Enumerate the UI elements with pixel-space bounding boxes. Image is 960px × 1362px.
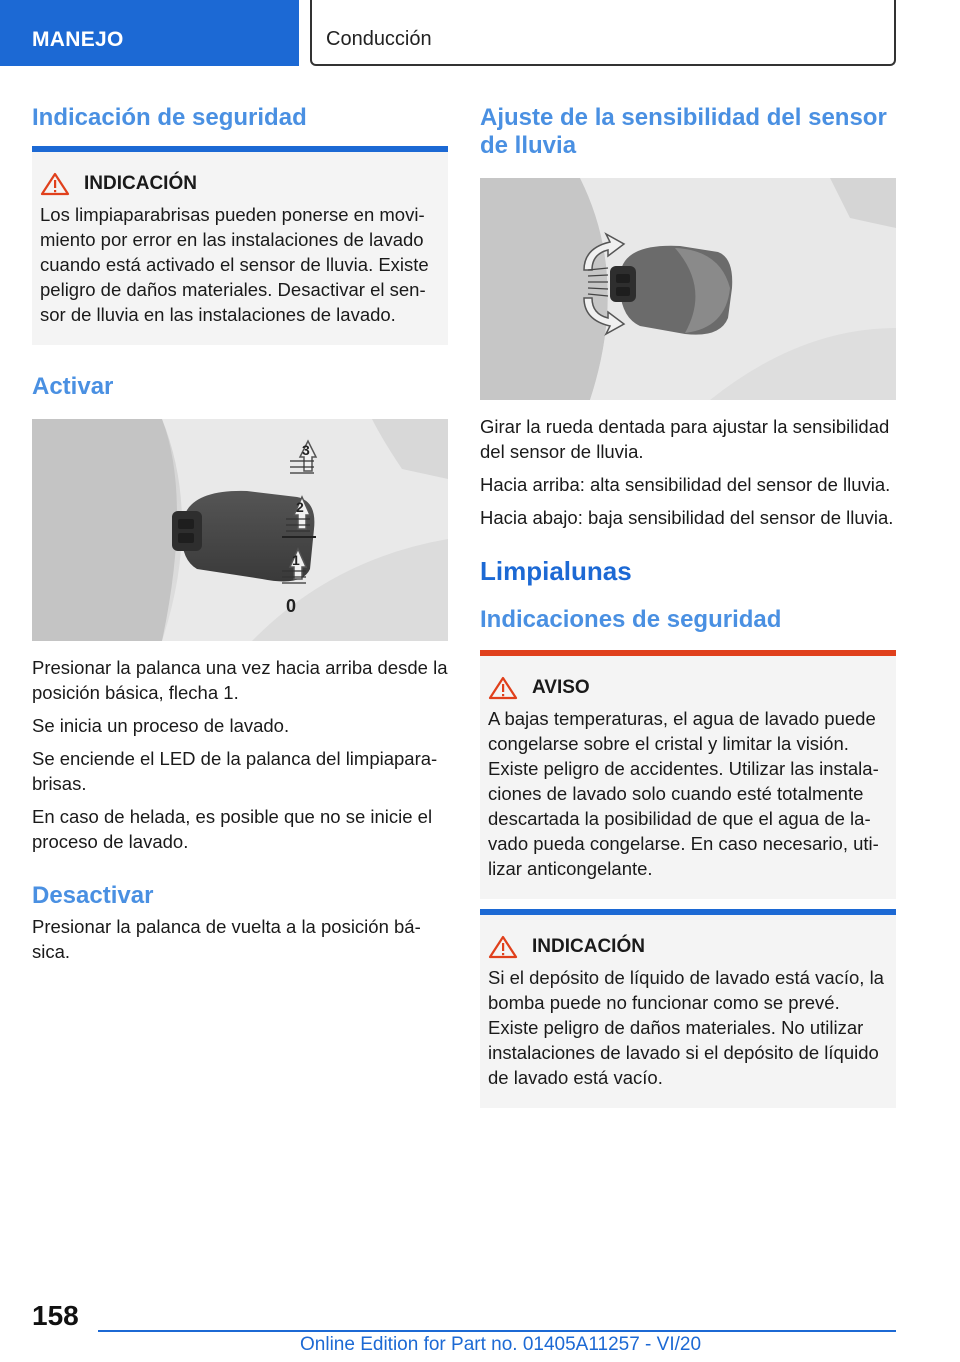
left-column — [32, 100, 448, 964]
warning-triangle-icon — [488, 676, 518, 700]
warning-text: A bajas temperaturas, el agua de lavado puede congelarse sobre el cristal y limitar la visión. Existe peligro de accidentes. Utilizar las instala-ciones de lavado solo cuando esté totalmente descartada la posibilidad de que el agua de la-vado pueda congelarse. En caso necesario, uti-lizar anticongelante. — [488, 708, 879, 879]
page-header — [0, 0, 960, 66]
page-footer — [0, 1290, 960, 1362]
wiper-lever-illustration — [32, 419, 448, 641]
chapter-title: Conducción — [310, 0, 896, 66]
figure-label-2: 2 — [296, 499, 304, 515]
paragraph: Girar la rueda dentada para ajustar la sensibilidad del sensor de lluvia. — [480, 416, 890, 462]
paragraph: En caso de helada, es posible que no se inicie el proceso de lavado. — [32, 806, 433, 852]
heading-ajuste: Ajuste de la sensibilidad del sensor de lluvia — [480, 104, 887, 159]
figure-label-1: 1 — [292, 552, 300, 568]
notice-heading — [488, 935, 888, 959]
heading-limpialunas: Limpialunas — [480, 556, 632, 586]
notice-label: INDICACIÓN — [532, 936, 645, 957]
edition-info: Online Edition for Part no. 01405A11257 - VI/20 — [300, 1334, 702, 1355]
notice-text: Si el depósito de líquido de lavado está vacío, la bomba puede no funcionar como se prevé. Existe peligro de daños materiales. No utilizar instalaciones de lavado si el depósito de líquido de lavado está vacío. — [488, 967, 884, 1088]
notice-box — [480, 915, 896, 1108]
figure-label-0: 0 — [286, 596, 297, 616]
heading-activar: Activar — [32, 373, 114, 400]
warning-label: AVISO — [532, 677, 590, 698]
figure-rain-sensor-wheel — [480, 178, 896, 400]
heading-indicaciones: Indicaciones de seguridad — [480, 606, 782, 633]
figure-wiper-lever-activation — [32, 419, 448, 641]
warning-heading — [488, 676, 888, 700]
notice-label: INDICACIÓN — [84, 173, 197, 194]
warning-triangle-icon — [488, 935, 518, 959]
paragraph: Hacia abajo: baja sensibilidad del sensor de lluvia. — [480, 507, 894, 528]
paragraph: Presionar la palanca de vuelta a la posición bá-sica. — [32, 916, 421, 962]
sensor-wheel-illustration — [480, 178, 896, 400]
section-tab: MANEJO — [0, 0, 299, 66]
heading-safety: Indicación de seguridad — [32, 104, 307, 131]
right-column — [480, 100, 896, 1108]
heading-desactivar: Desactivar — [32, 882, 154, 909]
paragraph: Se enciende el LED de la palanca del limpiapara-brisas. — [32, 748, 438, 794]
notice-heading — [40, 172, 440, 196]
notice-text: Los limpiaparabrisas pueden ponerse en movi-miento por error en las instalaciones de lavado cuando está activado el sensor de lluvia. Existe peligro de daños materiales. Desactivar el sen-sor de lluvia en las instalaciones de lavado. — [40, 204, 429, 325]
figure-label-3: 3 — [302, 442, 310, 458]
notice-box — [32, 152, 448, 345]
paragraph: Se inicia un proceso de lavado. — [32, 715, 290, 736]
footer-rule — [98, 1330, 896, 1332]
page-number: 158 — [32, 1300, 79, 1331]
paragraph: Hacia arriba: alta sensibilidad del sensor de lluvia. — [480, 474, 891, 495]
paragraph: Presionar la palanca una vez hacia arriba desde la posición básica, flecha 1. — [32, 657, 448, 703]
warning-box — [480, 656, 896, 899]
warning-triangle-icon — [40, 172, 70, 196]
